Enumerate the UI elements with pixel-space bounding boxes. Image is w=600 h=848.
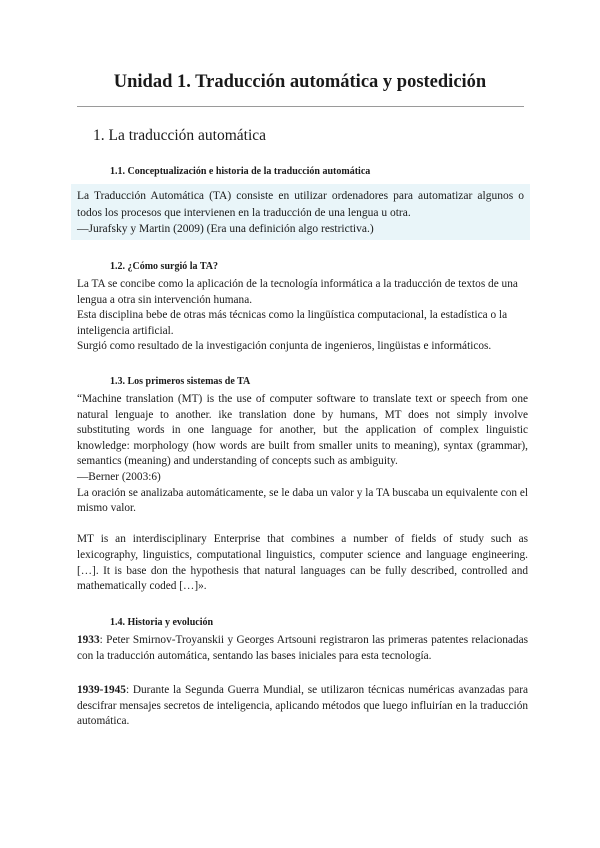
mt-definition-source: —Berner (2003:6) — [77, 470, 161, 483]
definition-quote-box — [71, 184, 530, 240]
definition-quote-source: —Jurafsky y Martin (2009) (Era una definición algo restrictiva.) — [77, 223, 374, 235]
spacer — [77, 517, 528, 533]
paragraph: Surgió como resultado de la investigación conjunta de ingenieros, lingüistas e informáticos. — [77, 340, 492, 353]
paragraph: La TA se concibe como la aplicación de la tecnología informática a la traducción de textos de una lengua a otra sin intervención humana. — [77, 278, 518, 306]
paragraph: Esta disciplina bebe de otras más técnicas como la lingüística computacional, la estadística o la inteligencia artificial. — [77, 309, 508, 337]
history-entry — [77, 633, 528, 664]
paragraph: MT is an interdisciplinary Enterprise that combines a number of fields of study such as lexicography, linguistics, computational linguistics, computer science and language engineering. […]. It is base don the hypothesis that natural languages can be fully described, controlled and mathematically coded […]». — [77, 533, 528, 593]
document-title: Unidad 1. Traducción automática y postedición — [113, 72, 487, 92]
mt-definition-quote: “Machine translation (MT) is the use of computer software to translate text or speech from one natural lenguaje to another. ike translation done by humans, MT does not simply involve substituting words in one language for another, but the application of complex linguistic knowledge: morphology (how words are built from smaller units to meaning), syntax (grammar), semantics (meaning) and understanding of concepts such as ambiguity. — [77, 393, 528, 468]
subsection-heading-1-1: 1.1. Conceptualización e historia de la traducción automática — [110, 166, 371, 177]
history-entry — [77, 683, 528, 730]
history-text: : Peter Smirnov-Troyanskii y Georges Artsouni registraron las primeras patentes relacionadas con la traducción automática, sentando las bases iniciales para esta tecnología. — [77, 634, 528, 662]
history-year: 1933 — [77, 634, 100, 646]
subsection-heading-1-3: 1.3. Los primeros sistemas de TA — [110, 376, 251, 387]
section-1-3-body — [77, 392, 528, 595]
subsection-heading-1-2: 1.2. ¿Cómo surgió la TA? — [110, 261, 218, 272]
history-year: 1939-1945 — [77, 684, 126, 696]
definition-quote-text: La Traducción Automática (TA) consiste en utilizar ordenadores para automatizar algunos o todos los procesos que intervienen en la traducción de una lengua u otra. — [77, 190, 524, 219]
section-heading: 1. La traducción automática — [93, 127, 267, 144]
subsection-heading-1-4: 1.4. Historia y evolución — [110, 617, 214, 628]
paragraph: La oración se analizaba automáticamente, se le daba un valor y la TA buscaba un equivalente con el mismo valor. — [77, 486, 528, 515]
section-1-2-body — [77, 277, 528, 355]
history-text: : Durante la Segunda Guerra Mundial, se utilizaron técnicas numéricas avanzadas para descifrar mensajes secretos de inteligencia, aplicando métodos que luego influirían en la traducción automática. — [77, 684, 528, 728]
title-divider — [77, 106, 524, 107]
